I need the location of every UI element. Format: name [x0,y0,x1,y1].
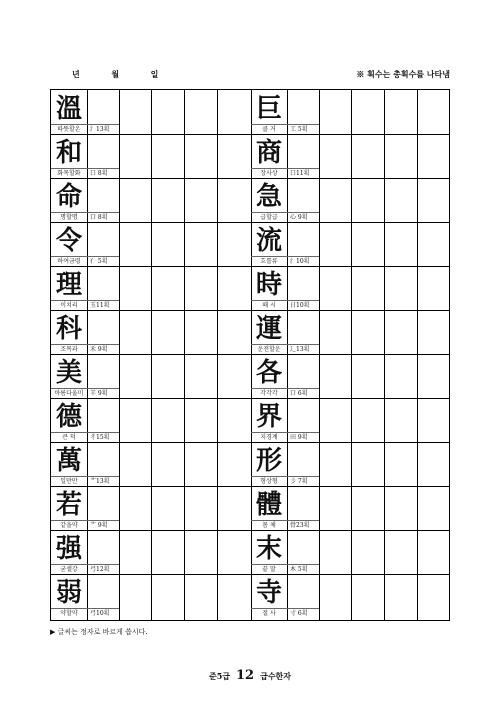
column-divider [217,90,218,620]
hanja-entry [251,90,319,134]
column-divider [151,90,152,620]
hanja-radical-strokes: 禾 9획 [90,346,108,353]
hanja-meaning: 따뜻할온 [57,126,81,133]
hanja-radical-strokes: 心 9획 [290,214,308,221]
hanja-entry [51,266,119,310]
footer-level: 준5급 [208,671,230,681]
hanja-radical-strokes: 口 8획 [90,214,108,221]
hanja-entry [251,442,319,486]
hanja-meaning: 운전할운 [257,346,281,353]
column-divider [417,90,418,620]
hanja-meaning: 지경계 [260,434,278,441]
hanja-entry [251,266,319,310]
hanja-radical-strokes: 日10획 [290,302,310,309]
hanja-meaning: 아름다울미 [54,390,84,397]
hanja-radical-strokes: 田 9획 [290,434,308,441]
footnote: ▶ 글씨는 정자로 바르게 씁시다. [50,628,148,636]
hanja-radical-strokes: 工 5획 [290,126,308,133]
hanja-character: 商 [255,138,282,168]
hanja-character: 命 [55,182,82,212]
hanja-character: 急 [255,182,282,212]
hanja-character: 各 [255,358,282,388]
hanja-character: 令 [55,226,82,256]
hanja-entry [251,134,319,178]
hanja-character: 弱 [55,578,82,608]
hanja-radical-strokes: 玉11획 [90,302,110,309]
hanja-radical-strokes: 羊 9획 [90,390,108,397]
hanja-entry [51,530,119,574]
hanja-entry [51,222,119,266]
hanja-entry [251,222,319,266]
hanja-meaning: 몸 체 [262,522,276,529]
hanja-character: 界 [255,402,282,432]
month-label: 월 [111,69,120,79]
hanja-meaning: 같을약 [60,522,78,529]
hanja-character: 德 [55,402,82,432]
hanja-character: 溫 [55,94,82,124]
stroke-count-note: ※ 획수는 총획수를 나타냄 [356,69,450,79]
hanja-character: 萬 [55,446,82,476]
practice-grid [50,89,450,621]
hanja-meaning: 형상형 [260,478,278,485]
hanja-radical-strokes: 艹13획 [90,478,110,485]
hanja-character: 流 [255,226,282,256]
hanja-entry [251,398,319,442]
hanja-meaning: 때 시 [262,302,276,309]
hanja-radical-strokes: 氵10획 [290,258,310,265]
hanja-meaning: 하여금령 [57,258,81,265]
hanja-meaning: 굳셀강 [60,566,78,573]
hanja-entry [51,134,119,178]
hanja-meaning: 끝 말 [262,566,276,573]
hanja-meaning: 클 거 [262,126,276,133]
hanja-radical-strokes: 氵13획 [90,126,110,133]
hanja-radical-strokes: 弓10획 [90,610,110,617]
hanja-entry [51,486,119,530]
hanja-character: 末 [255,534,282,564]
hanja-radical-strokes: 辶13획 [290,346,310,353]
hanja-entry [251,486,319,530]
hanja-entry [51,310,119,354]
hanja-character: 强 [55,534,82,564]
hanja-character: 時 [255,270,282,300]
column-divider [184,90,185,620]
hanja-meaning: 큰 덕 [62,434,76,441]
hanja-meaning: 화목할화 [57,170,81,177]
hanja-entry [51,442,119,486]
hanja-character: 理 [55,270,82,300]
hanja-meaning: 조목과 [60,346,78,353]
hanja-meaning: 이치리 [60,302,78,309]
hanja-meaning: 약할약 [60,610,78,617]
hanja-meaning: 급할급 [260,214,278,221]
hanja-entry [251,310,319,354]
hanja-entry [51,574,119,618]
hanja-radical-strokes: 艹 9획 [90,522,108,529]
hanja-meaning: 각각각 [260,390,278,397]
hanja-entry [251,574,319,618]
hanja-meaning: 절 사 [262,610,276,617]
hanja-character: 若 [55,490,82,520]
hanja-radical-strokes: 亻 5획 [90,258,108,265]
page-number: 12 [236,668,255,683]
hanja-radical-strokes: 彡 7획 [290,478,308,485]
hanja-radical-strokes: 寸 6획 [290,610,308,617]
hanja-character: 科 [55,314,82,344]
hanja-character: 形 [255,446,282,476]
hanja-character: 運 [255,314,282,344]
hanja-entry [251,178,319,222]
hanja-meaning: 일만만 [60,478,78,485]
hanja-entry [51,398,119,442]
hanja-entry [51,354,119,398]
column-divider [351,90,352,620]
hanja-meaning: 흐를류 [260,258,278,265]
hanja-entry [51,90,119,134]
hanja-character: 寺 [255,578,282,608]
hanja-radical-strokes: 彳15획 [90,434,110,441]
hanja-entry [51,178,119,222]
day-label: 일 [150,69,159,79]
hanja-meaning: 장사상 [260,170,278,177]
hanja-radical-strokes: 口11획 [290,170,310,177]
footer-title: 급수한자 [260,671,292,681]
page-footer [0,668,500,683]
hanja-entry [251,354,319,398]
hanja-radical-strokes: 弓12획 [90,566,110,573]
hanja-character: 巨 [255,94,282,124]
hanja-character: 體 [255,490,282,520]
year-label: 년 [72,69,80,79]
column-divider [384,90,385,620]
hanja-radical-strokes: 木 5획 [290,566,308,573]
date-line [72,69,158,80]
hanja-radical-strokes: 口 6획 [290,390,308,397]
hanja-character: 美 [55,358,82,388]
hanja-radical-strokes: 骨23획 [290,522,310,529]
hanja-radical-strokes: 口 8획 [90,170,108,177]
hanja-character: 和 [55,138,82,168]
hanja-meaning: 명할명 [60,214,78,221]
hanja-entry [251,530,319,574]
